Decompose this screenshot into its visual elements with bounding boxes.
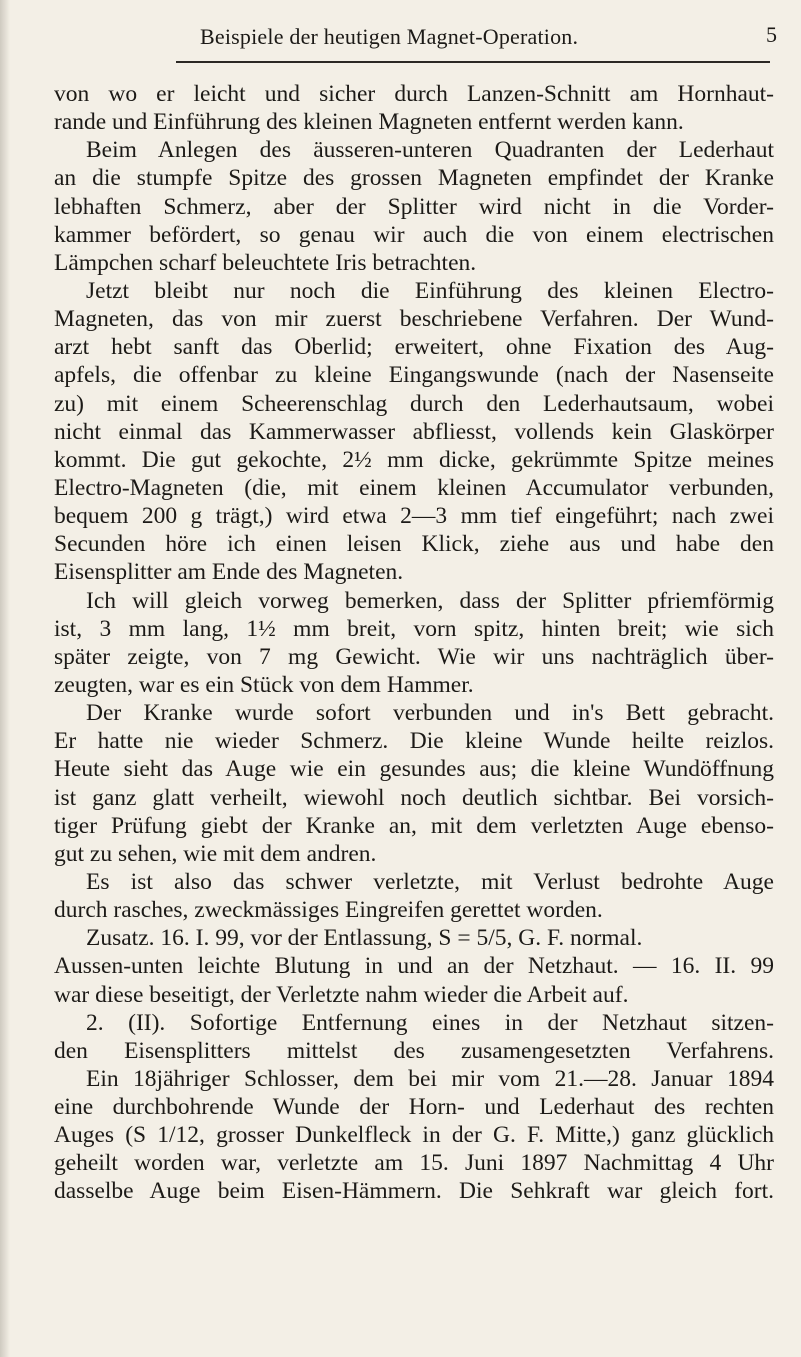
- text-line: kommt. Die gut gekochte, 2½ mm dicke, gekrümmte Spitze meines: [54, 446, 774, 473]
- text-line: durch rasches, zweckmässiges Eingreifen gerettet worden.: [54, 897, 603, 924]
- text-line: Ich will gleich vorweg bemerken, dass der Splitter pfriemförmig: [86, 587, 774, 614]
- body-text: [54, 80, 774, 1206]
- text-line: arzt hebt sanft das Oberlid; erweitert, ohne Fixation des Aug-: [54, 334, 774, 361]
- text-line: Ein 18jähriger Schlosser, dem bei mir vom 21.—28. Januar 1894: [86, 1065, 774, 1092]
- text-line: 2. (II). Sofortige Entfernung eines in der Netzhaut sitzen-: [86, 1009, 774, 1036]
- text-line: zu) mit einem Scheerenschlag durch den Lederhautsaum, wobei: [54, 390, 774, 417]
- text-line: Der Kranke wurde sofort verbunden und in's Bett gebracht.: [86, 700, 774, 727]
- text-line: tiger Prüfung giebt der Kranke an, mit dem verletzten Auge ebenso-: [54, 812, 774, 839]
- text-line: Lämpchen scharf beleuchtete Iris betrachten.: [54, 249, 477, 276]
- text-line: ist ganz glatt verheilt, wiewohl noch deutlich sichtbar. Bei vorsich-: [54, 784, 774, 811]
- text-line: den Eisensplitters mittelst des zusamengesetzten Verfahrens.: [54, 1037, 774, 1064]
- text-line: Heute sieht das Auge wie ein gesundes aus; die kleine Wundöffnung: [54, 756, 774, 783]
- page-number: 5: [766, 22, 777, 47]
- text-line: geheilt worden war, verletzte am 15. Juni 1897 Nachmittag 4 Uhr: [54, 1150, 774, 1177]
- text-line: Eisensplitter am Ende des Magneten.: [54, 559, 404, 586]
- header-rule: [176, 61, 770, 63]
- text-line: Auges (S 1/12, grosser Dunkelfleck in der G. F. Mitte,) ganz glücklich: [54, 1122, 774, 1149]
- text-line: bequem 200 g trägt,) wird etwa 2—3 mm tief eingeführt; nach zwei: [54, 503, 774, 530]
- text-line: von wo er leicht und sicher durch Lanzen-Schnitt am Hornhaut-: [54, 81, 774, 107]
- text-line: an die stumpfe Spitze des grossen Magneten empfindet der Kranke: [54, 165, 774, 192]
- text-line: Jetzt bleibt nur noch die Einführung des kleinen Electro-: [86, 277, 774, 304]
- text-line: Magneten, das von mir zuerst beschriebene Verfahren. Der Wund-: [54, 306, 774, 333]
- text-line: kammer befördert, so genau wir auch die von einem electrischen: [54, 221, 774, 248]
- text-line: später zeigte, von 7 mg Gewicht. Wie wir uns nachträglich über-: [54, 643, 774, 670]
- text-line: dasselbe Auge beim Eisen-Hämmern. Die Sehkraft war gleich fort.: [54, 1178, 774, 1205]
- running-header: Beispiele der heutigen Magnet-Operation.: [200, 24, 579, 49]
- text-line: lebhaften Schmerz, aber der Splitter wird nicht in die Vorder-: [54, 193, 774, 220]
- text-line: Zusatz. 16. I. 99, vor der Entlassung, S = 5/5, G. F. normal.: [86, 925, 643, 952]
- text-line: apfels, die offenbar zu kleine Eingangswunde (nach der Nasenseite: [54, 362, 774, 389]
- text-line: Es ist also das schwer verletzte, mit Verlust bedrohte Auge: [86, 868, 774, 895]
- text-line: zeugten, war es ein Stück von dem Hammer.: [54, 671, 474, 698]
- text-line: ist, 3 mm lang, 1½ mm breit, vorn spitz, hinten breit; wie sich: [54, 615, 774, 642]
- text-line: nicht einmal das Kammerwasser abfliesst, vollends kein Glaskörper: [54, 418, 774, 445]
- text-line: Electro-Magneten (die, mit einem kleinen Accumulator verbunden,: [54, 474, 774, 501]
- text-line: Aussen-unten leichte Blutung in und an der Netzhaut. — 16. II. 99: [54, 953, 774, 980]
- text-line: eine durchbohrende Wunde der Horn- und Lederhaut des rechten: [54, 1094, 774, 1121]
- text-line: gut zu sehen, wie mit dem andren.: [54, 840, 377, 867]
- text-line: war diese beseitigt, der Verletzte nahm wieder die Arbeit auf.: [54, 981, 629, 1008]
- text-line: rande und Einführung des kleinen Magneten entfernt werden kann.: [54, 109, 684, 136]
- text-line: Secunden höre ich einen leisen Klick, ziehe aus und habe den: [54, 531, 774, 558]
- text-line: Er hatte nie wieder Schmerz. Die kleine Wunde heilte reizlos.: [54, 728, 774, 755]
- page-edge-shadow: [0, 0, 10, 1357]
- text-line: Beim Anlegen des äusseren-unteren Quadranten der Lederhaut: [86, 137, 774, 164]
